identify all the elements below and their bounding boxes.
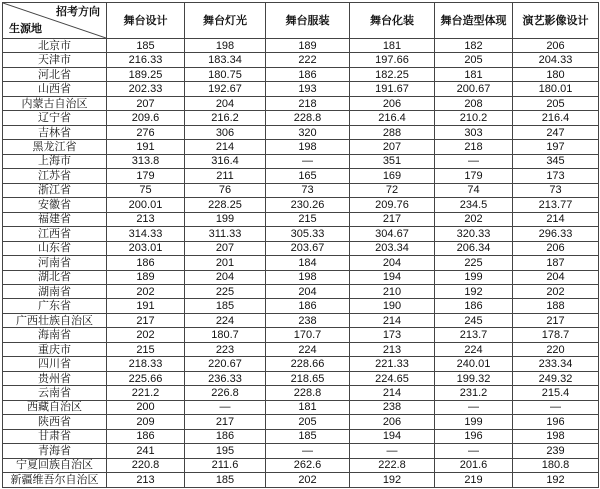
score-cell: 241	[107, 444, 185, 458]
corner-label-direction: 招考方向	[56, 6, 100, 18]
table-row	[3, 53, 599, 67]
score-cell: 191	[107, 140, 185, 154]
score-cell: 276	[107, 125, 185, 139]
score-cell: 202	[513, 284, 599, 298]
score-cell: 199	[435, 415, 513, 429]
score-cell: 228.8	[266, 111, 350, 125]
score-cell: 196	[435, 429, 513, 443]
score-cell: 204	[513, 270, 599, 284]
table-row	[3, 111, 599, 125]
score-cell: 240.01	[435, 357, 513, 371]
table-row	[3, 328, 599, 342]
score-cell: 179	[435, 169, 513, 183]
table-row	[3, 67, 599, 81]
score-cell: 217	[513, 313, 599, 327]
score-cell: 311.33	[185, 227, 266, 241]
score-cell: 203.67	[266, 241, 350, 255]
table-row	[3, 270, 599, 284]
score-cell: 180.7	[185, 328, 266, 342]
score-cell: 231.2	[435, 386, 513, 400]
table-row	[3, 82, 599, 96]
score-cell: 204	[350, 256, 435, 270]
score-cell: 188	[513, 299, 599, 313]
score-cell: 190	[350, 299, 435, 313]
table-row	[3, 212, 599, 226]
table-row	[3, 96, 599, 110]
score-cell: 210.2	[435, 111, 513, 125]
score-cell: 222.8	[350, 458, 435, 472]
score-cell: 218	[266, 96, 350, 110]
province-cell: 四川省	[3, 357, 107, 371]
score-cell: —	[435, 400, 513, 414]
score-cell: 204	[185, 96, 266, 110]
score-cell: 210	[350, 284, 435, 298]
table-row	[3, 140, 599, 154]
score-cell: 305.33	[266, 227, 350, 241]
score-table	[2, 2, 599, 488]
score-cell: 217	[107, 313, 185, 327]
score-cell: 213.7	[435, 328, 513, 342]
score-cell: 179	[107, 169, 185, 183]
score-cell: 189.25	[107, 67, 185, 81]
score-cell: 73	[513, 183, 599, 197]
table-row	[3, 444, 599, 458]
score-cell: 214	[350, 386, 435, 400]
score-cell: 73	[266, 183, 350, 197]
score-cell: 209.6	[107, 111, 185, 125]
province-cell: 上海市	[3, 154, 107, 168]
score-cell: 185	[266, 429, 350, 443]
table-row	[3, 371, 599, 385]
score-cell: 199.32	[435, 371, 513, 385]
table-row	[3, 125, 599, 139]
score-cell: 207	[185, 241, 266, 255]
score-cell: 304.67	[350, 227, 435, 241]
score-cell: 202.33	[107, 82, 185, 96]
table-row	[3, 458, 599, 472]
score-cell: 238	[350, 400, 435, 414]
score-cell: 200	[107, 400, 185, 414]
province-cell: 浙江省	[3, 183, 107, 197]
score-cell: 209.76	[350, 198, 435, 212]
province-cell: 云南省	[3, 386, 107, 400]
score-cell: 199	[435, 270, 513, 284]
score-cell: 76	[185, 183, 266, 197]
score-cell: 202	[107, 328, 185, 342]
score-cell: 207	[107, 96, 185, 110]
score-cell: 72	[350, 183, 435, 197]
score-cell: 213.77	[513, 198, 599, 212]
score-cell: 219	[435, 473, 513, 488]
column-header: 舞台造型体现	[435, 3, 513, 39]
province-cell: 贵州省	[3, 371, 107, 385]
score-cell: 202	[266, 473, 350, 488]
score-cell: 198	[266, 140, 350, 154]
province-cell: 广东省	[3, 299, 107, 313]
score-cell: 214	[185, 140, 266, 154]
score-cell: 320	[266, 125, 350, 139]
table-body	[3, 39, 599, 488]
score-cell: 184	[266, 256, 350, 270]
province-cell: 湖北省	[3, 270, 107, 284]
province-cell: 北京市	[3, 39, 107, 53]
score-cell: 208	[435, 96, 513, 110]
province-cell: 重庆市	[3, 342, 107, 356]
score-cell: 206.34	[435, 241, 513, 255]
province-cell: 山东省	[3, 241, 107, 255]
score-cell: 74	[435, 183, 513, 197]
score-cell: 216.2	[185, 111, 266, 125]
score-cell: 209	[107, 415, 185, 429]
score-cell: 181	[350, 39, 435, 53]
score-cell: 230.26	[266, 198, 350, 212]
score-cell: 223	[185, 342, 266, 356]
score-cell: 211	[185, 169, 266, 183]
table-row	[3, 299, 599, 313]
column-header: 舞台化装	[350, 3, 435, 39]
score-cell: 181	[266, 400, 350, 414]
score-cell: 180.75	[185, 67, 266, 81]
score-cell: 225	[185, 284, 266, 298]
score-cell: 213	[107, 212, 185, 226]
column-header: 演艺影像设计	[513, 3, 599, 39]
score-cell: 228.8	[266, 386, 350, 400]
score-cell: 182	[435, 39, 513, 53]
score-cell: 185	[185, 299, 266, 313]
score-cell: 247	[513, 125, 599, 139]
score-cell: 189	[107, 270, 185, 284]
score-cell: 217	[185, 415, 266, 429]
score-cell: 249.32	[513, 371, 599, 385]
score-cell: 198	[513, 429, 599, 443]
score-cell: 226.8	[185, 386, 266, 400]
score-cell: 221.33	[350, 357, 435, 371]
corner-header-cell	[3, 3, 107, 39]
score-cell: 224	[185, 313, 266, 327]
province-cell: 河南省	[3, 256, 107, 270]
score-cell: 170.7	[266, 328, 350, 342]
province-cell: 河北省	[3, 67, 107, 81]
score-cell: 214	[350, 313, 435, 327]
table-row	[3, 256, 599, 270]
province-cell: 海南省	[3, 328, 107, 342]
score-cell: 194	[350, 270, 435, 284]
column-header: 舞台设计	[107, 3, 185, 39]
score-cell: 186	[107, 429, 185, 443]
score-cell: 191.67	[350, 82, 435, 96]
score-cell: 217	[350, 212, 435, 226]
table-row	[3, 415, 599, 429]
score-cell: —	[435, 154, 513, 168]
score-cell: —	[513, 400, 599, 414]
province-cell: 青海省	[3, 444, 107, 458]
score-cell: 181	[435, 67, 513, 81]
score-cell: 345	[513, 154, 599, 168]
score-cell: 314.33	[107, 227, 185, 241]
score-cell: 201.6	[435, 458, 513, 472]
table-row	[3, 227, 599, 241]
score-cell: 215.4	[513, 386, 599, 400]
score-cell: 236.33	[185, 371, 266, 385]
score-cell: 296.33	[513, 227, 599, 241]
score-cell: 165	[266, 169, 350, 183]
province-cell: 内蒙古自治区	[3, 96, 107, 110]
table-row	[3, 313, 599, 327]
score-cell: 351	[350, 154, 435, 168]
province-cell: 广西壮族自治区	[3, 313, 107, 327]
score-cell: 288	[350, 125, 435, 139]
score-cell: 192	[435, 284, 513, 298]
province-cell: 陕西省	[3, 415, 107, 429]
score-cell: 189	[266, 39, 350, 53]
score-cell: 303	[435, 125, 513, 139]
score-cell: 204	[185, 270, 266, 284]
score-cell: 199	[185, 212, 266, 226]
score-cell: 225.66	[107, 371, 185, 385]
score-cell: 245	[435, 313, 513, 327]
score-cell: 195	[185, 444, 266, 458]
score-cell: 173	[350, 328, 435, 342]
score-cell: 313.8	[107, 154, 185, 168]
score-cell: 194	[350, 429, 435, 443]
province-cell: 甘肃省	[3, 429, 107, 443]
score-cell: 218.65	[266, 371, 350, 385]
score-cell: 185	[107, 39, 185, 53]
table-row	[3, 169, 599, 183]
score-cell: 224	[435, 342, 513, 356]
score-cell: 206	[513, 241, 599, 255]
score-cell: 218.33	[107, 357, 185, 371]
province-cell: 湖南省	[3, 284, 107, 298]
table-row	[3, 473, 599, 488]
province-cell: 江苏省	[3, 169, 107, 183]
score-cell: 214	[513, 212, 599, 226]
score-cell: 204.33	[513, 53, 599, 67]
province-cell: 山西省	[3, 82, 107, 96]
province-cell: 福建省	[3, 212, 107, 226]
table-row	[3, 39, 599, 53]
score-cell: 234.5	[435, 198, 513, 212]
score-cell: —	[266, 154, 350, 168]
score-cell: 186	[266, 299, 350, 313]
score-cell: 228.25	[185, 198, 266, 212]
table-row	[3, 284, 599, 298]
score-cell: 186	[107, 256, 185, 270]
score-cell: —	[185, 400, 266, 414]
score-cell: 211.6	[185, 458, 266, 472]
score-cell: 228.66	[266, 357, 350, 371]
score-cell: 206	[513, 39, 599, 53]
score-cell: 204	[266, 284, 350, 298]
score-cell: 203.34	[350, 241, 435, 255]
score-cell: 216.4	[513, 111, 599, 125]
score-cell: 173	[513, 169, 599, 183]
score-cell: 200.67	[435, 82, 513, 96]
score-cell: 216.4	[350, 111, 435, 125]
score-cell: 198	[266, 270, 350, 284]
score-cell: 197.66	[350, 53, 435, 67]
column-header: 舞台灯光	[185, 3, 266, 39]
table-row	[3, 198, 599, 212]
table-row	[3, 154, 599, 168]
score-cell: 238	[266, 313, 350, 327]
score-cell: 192	[350, 473, 435, 488]
score-cell: 206	[350, 415, 435, 429]
score-cell: 75	[107, 183, 185, 197]
score-cell: 206	[350, 96, 435, 110]
province-cell: 安徽省	[3, 198, 107, 212]
table-row	[3, 342, 599, 356]
score-cell: 198	[185, 39, 266, 53]
score-cell: 215	[107, 342, 185, 356]
score-cell: —	[266, 444, 350, 458]
score-cell: 220.67	[185, 357, 266, 371]
score-cell: 203.01	[107, 241, 185, 255]
table-row	[3, 241, 599, 255]
score-cell: —	[435, 444, 513, 458]
province-cell: 黑龙江省	[3, 140, 107, 154]
table-row	[3, 386, 599, 400]
score-cell: 306	[185, 125, 266, 139]
score-cell: 180.01	[513, 82, 599, 96]
table-row	[3, 183, 599, 197]
score-cell: 185	[185, 473, 266, 488]
corner-label-origin: 生源地	[9, 23, 42, 35]
score-cell: 221.2	[107, 386, 185, 400]
score-cell: 202	[107, 284, 185, 298]
province-cell: 吉林省	[3, 125, 107, 139]
score-cell: 207	[350, 140, 435, 154]
score-cell: —	[350, 444, 435, 458]
score-cell: 193	[266, 82, 350, 96]
score-cell: 200.01	[107, 198, 185, 212]
column-header: 舞台服装	[266, 3, 350, 39]
score-cell: 205	[513, 96, 599, 110]
score-cell: 202	[435, 212, 513, 226]
score-cell: 224	[266, 342, 350, 356]
score-cell: 169	[350, 169, 435, 183]
score-cell: 197	[513, 140, 599, 154]
score-cell: 192	[513, 473, 599, 488]
table-row	[3, 400, 599, 414]
score-cell: 222	[266, 53, 350, 67]
score-cell: 201	[185, 256, 266, 270]
score-cell: 192.67	[185, 82, 266, 96]
score-cell: 213	[350, 342, 435, 356]
score-cell: 320.33	[435, 227, 513, 241]
score-cell: 186	[266, 67, 350, 81]
score-cell: 220.8	[107, 458, 185, 472]
province-cell: 西藏自治区	[3, 400, 107, 414]
score-cell: 220	[513, 342, 599, 356]
score-cell: 205	[435, 53, 513, 67]
score-cell: 183.34	[185, 53, 266, 67]
score-cell: 239	[513, 444, 599, 458]
score-cell: 224.65	[350, 371, 435, 385]
score-cell: 213	[107, 473, 185, 488]
province-cell: 宁夏回族自治区	[3, 458, 107, 472]
score-cell: 178.7	[513, 328, 599, 342]
table-row	[3, 429, 599, 443]
score-cell: 196	[513, 415, 599, 429]
province-cell: 天津市	[3, 53, 107, 67]
score-cell: 186	[435, 299, 513, 313]
province-cell: 辽宁省	[3, 111, 107, 125]
score-cell: 216.33	[107, 53, 185, 67]
province-cell: 新疆维吾尔自治区	[3, 473, 107, 488]
score-cell: 191	[107, 299, 185, 313]
province-cell: 江西省	[3, 227, 107, 241]
score-cell: 215	[266, 212, 350, 226]
score-cell: 180	[513, 67, 599, 81]
score-cell: 205	[266, 415, 350, 429]
header-row	[3, 3, 599, 39]
score-cell: 182.25	[350, 67, 435, 81]
score-cell: 218	[435, 140, 513, 154]
score-cell: 262.6	[266, 458, 350, 472]
score-cell: 233.34	[513, 357, 599, 371]
score-cell: 180.8	[513, 458, 599, 472]
score-cell: 187	[513, 256, 599, 270]
table-row	[3, 357, 599, 371]
score-cell: 186	[185, 429, 266, 443]
score-cell: 316.4	[185, 154, 266, 168]
score-cell: 225	[435, 256, 513, 270]
